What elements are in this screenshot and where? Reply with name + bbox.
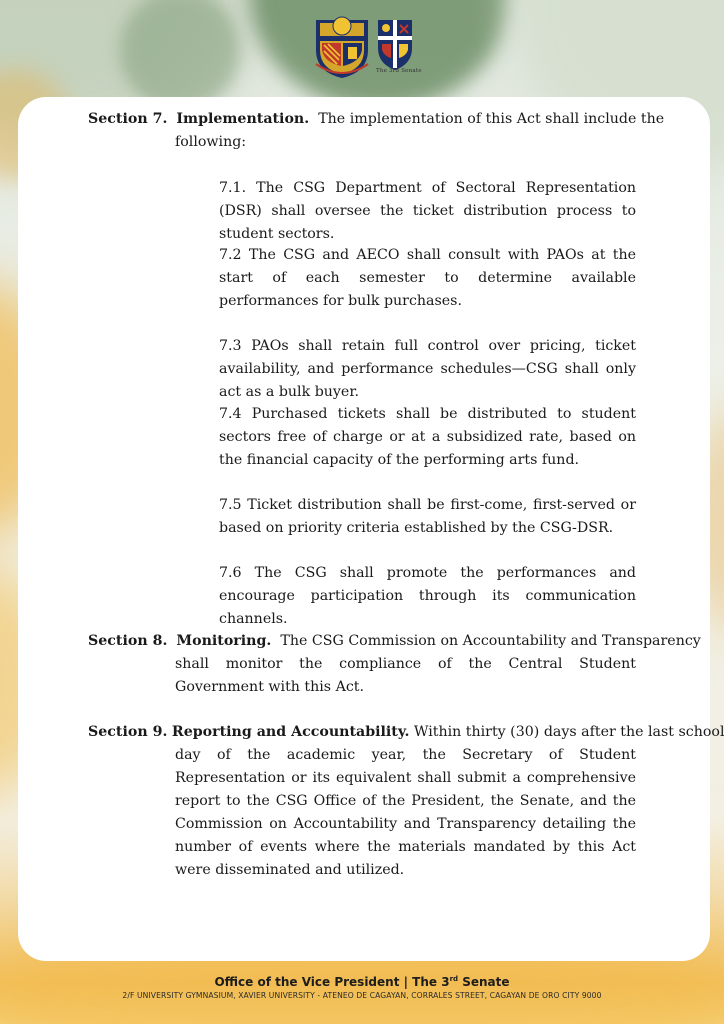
section-7-item-5: 7.5 Ticket distribution shall be first-come, first-served or based on priority criteria established by the CSG-DSR. [219,497,636,536]
footer-office-suffix: Senate [458,975,510,989]
section-7-label: Section 7. [88,111,168,127]
senate-label: The 3rd Senate [376,68,422,74]
section-7-intro-rest: following: [175,134,247,150]
footer-office-prefix: Office of the Vice President | The 3 [214,975,450,989]
footer-office-title [0,975,724,989]
section-7-item-4: 7.4 Purchased tickets shall be distributed to student sectors free of charge or at a subsidized rate, based on the financial capacity of the performing arts fund. [219,406,636,468]
xavier-university-shield-icon [378,20,412,70]
section-9-first-line: Within thirty (30) days after the last school [413,724,724,740]
section-8-first-line: The CSG Commission on Accountability and Transparency [280,633,701,649]
section-8-title: Monitoring. [176,633,272,649]
section-8-label: Section 8. [88,633,168,649]
section-7-title: Implementation. [176,111,310,127]
section-7-item-3: 7.3 PAOs shall retain full control over pricing, ticket availability, and performance schedules—CSG shall only act as a bulk buyer. [219,338,636,400]
decor-blob [120,0,240,110]
section-9-heading [88,721,724,744]
section-8-heading [88,630,701,653]
section-8-body: shall monitor the compliance of the Central Student Government with this Act. [175,656,636,695]
section-7-heading [88,108,664,131]
section-7-intro: The implementation of this Act shall include the [318,111,665,127]
section-9-label: Section 9. [88,724,168,740]
section-9-title: Reporting and Accountability. [171,724,410,740]
section-7-item-1: 7.1. The CSG Department of Sectoral Representation (DSR) shall oversee the ticket distribution process to student sectors. [219,180,636,242]
section-9-body: day of the academic year, the Secretary of Student Representation or its equivalent shall submit a comprehensive report to the CSG Office of the President, the Senate, and the Commission on Accountability and Transparency detailing the number of events where the materials mandated by this Act were disseminated and utilized. [175,747,636,878]
footer-address: 2/F UNIVERSITY GYMNASIUM, XAVIER UNIVERSITY - ATENEO DE CAGAYAN, CORRALES STREET, CAGAYAN DE ORO CITY 9000 [122,991,602,1000]
section-7-item-6: 7.6 The CSG shall promote the performances and encourage participation through its communication channels. [219,565,636,627]
footer-office-sup: rd [449,975,459,983]
csg-seal-icon [316,17,368,78]
section-7-item-2: 7.2 The CSG and AECO shall consult with PAOs at the start of each semester to determine available performances for bulk purchases. [219,247,636,309]
